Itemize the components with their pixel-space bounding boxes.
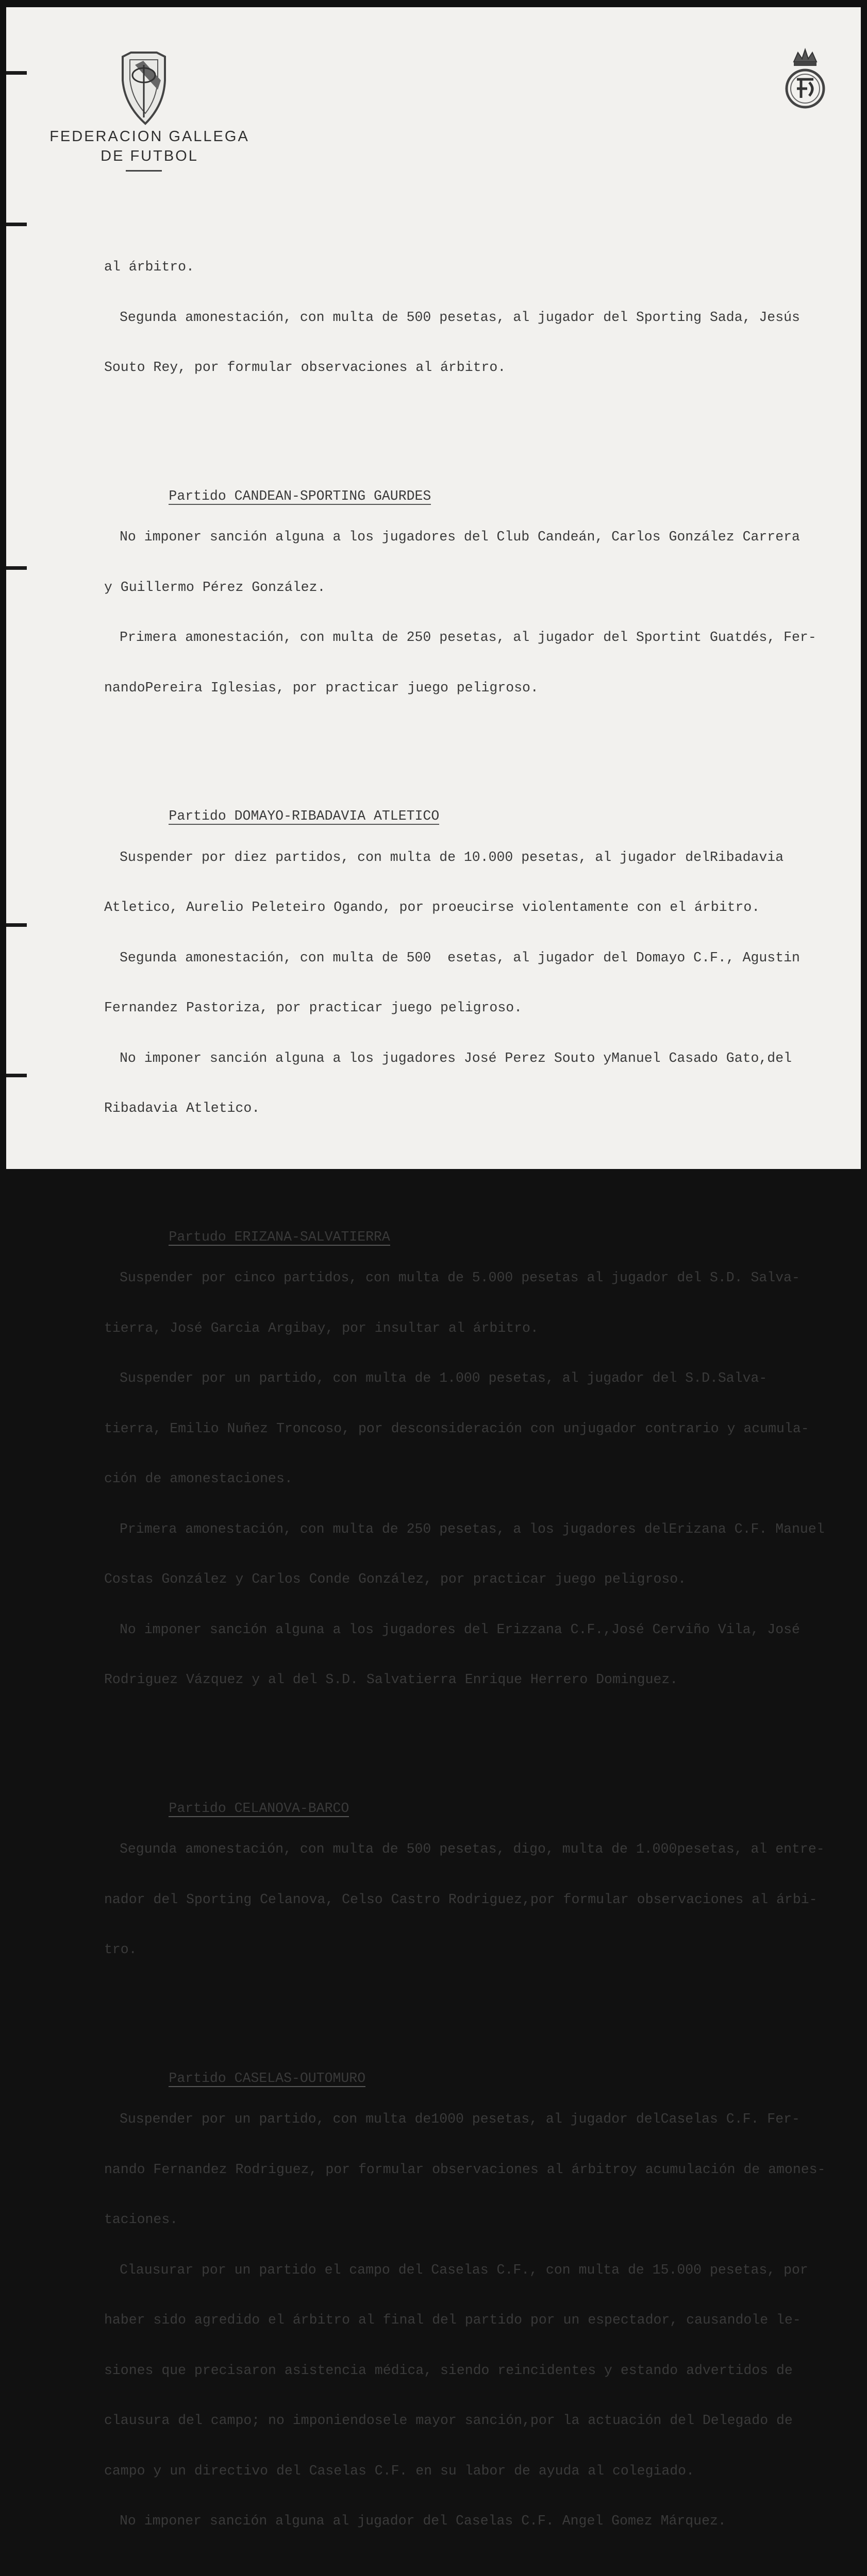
text-line: Ribadavia Atletico.	[104, 1100, 260, 1116]
binder-hole-mark	[6, 1074, 27, 1077]
text-line: nandoPereira Iglesias, por practicar juego peligroso.	[104, 680, 539, 696]
heading-prefix: Partido	[169, 808, 226, 824]
text-line: Rodriguez Vázquez y al del S.D. Salvatierra Enrique Herrero Dominguez.	[104, 1672, 678, 1687]
text-line: No imponer sanción alguna a los jugadores José Perez Souto yManuel Casado Gato,del	[120, 1050, 792, 1066]
heading-prefix: Partido	[169, 1800, 226, 1816]
match-section-erizana	[104, 1212, 862, 1722]
text-line: Fernandez Pastoriza, por practicar juego peligroso.	[104, 1000, 523, 1015]
text-line: siones que precisaron asistencia médica, siendo reincidentes y estando advertidos de	[104, 2362, 793, 2378]
section-heading	[169, 2071, 365, 2087]
text-line: Suspender por diez partidos, con multa de 10.000 pesetas, al jugador delRibadavia	[120, 849, 784, 865]
heading-match: CANDEAN-SPORTING GAURDES	[234, 488, 431, 504]
text-line: y Guillermo Pérez González.	[104, 579, 326, 595]
text-line: haber sido agredido el árbitro al final del partido por un espectador, causandole le-	[104, 2312, 801, 2328]
match-section-candean	[104, 471, 862, 730]
text-line: tro.	[104, 1942, 137, 1957]
royal-crown-emblem-logo	[783, 46, 827, 110]
heading-match: ERIZANA-SALVATIERRA	[234, 1229, 390, 1245]
text-line: Segunda amonestación, con multa de 500 pesetas, al jugador del Sporting Sada, Jesús	[120, 309, 800, 325]
document-page	[6, 7, 861, 2529]
text-line: campo y un directivo del Caselas C.F. en su labor de ayuda al colegiado.	[104, 2463, 694, 2479]
text-line: Segunda amonestación, con multa de 500 pesetas, digo, multa de 1.000pesetas, al entre-	[120, 1841, 825, 1857]
text-line: Primera amonestación, con multa de 250 pesetas, a los jugadores delErizana C.F. Manuel	[120, 1521, 825, 1537]
text-line: No imponer sanción alguna a los jugadores del Erizzana C.F.,José Cerviño Vila, José	[120, 1621, 800, 1637]
heading-match: CASELAS-OUTOMURO	[234, 2070, 366, 2086]
heading-match: CELANOVA-BARCO	[234, 1800, 349, 1816]
text-line: ción de amonestaciones.	[104, 1471, 293, 1486]
text-line: al árbitro.	[104, 259, 194, 275]
text-line: Costas González y Carlos Conde González, por practicar juego peligroso.	[104, 1571, 687, 1587]
text-line: Suspender por un partido, con multa de1000 pesetas, al jugador delCaselas C.F. Fer-	[120, 2111, 800, 2127]
text-line: Souto Rey, por formular observaciones al árbitro.	[104, 360, 506, 375]
text-line: Segunda amonestación, con multa de 500 esetas, al jugador del Domayo C.F., Agustin	[120, 950, 800, 965]
text-line: Atletico, Aurelio Peleteiro Ogando, por proeucirse violentamente con el árbitro.	[104, 900, 760, 915]
text-line: tierra, José Garcia Argibay, por insultar al árbitro.	[104, 1320, 539, 1336]
text-line: Clausurar por un partido el campo del Caselas C.F., con multa de 15.000 pesetas, por	[120, 2262, 808, 2278]
binder-hole-mark	[6, 223, 27, 226]
section-heading	[169, 1229, 390, 1246]
text-line: No imponer sanción alguna al jugador del Caselas C.F. Angel Gomez Márquez.	[120, 2513, 726, 2529]
text-line: Primera amonestación, con multa de 250 pesetas, al jugador del Sportint Guatdés, Fer-	[120, 630, 816, 645]
federation-name-line2: DE FUTBOL	[101, 148, 198, 164]
binder-hole-mark	[6, 71, 27, 75]
binder-hole-mark	[6, 566, 27, 570]
text-line: taciones.	[104, 2212, 178, 2227]
section-heading	[169, 808, 439, 825]
text-line: No imponer sanción alguna a los jugadores del Club Candeán, Carlos González Carrera	[120, 529, 800, 545]
text-line: tierra, Emilio Nuñez Troncoso, por desconsideración con unjugador contrario y acumula-	[104, 1420, 809, 1436]
heading-prefix: Partido	[169, 488, 226, 504]
federation-name-line1: FEDERACION GALLEGA	[49, 128, 249, 145]
header-divider	[126, 170, 162, 172]
intro-paragraph	[104, 225, 862, 410]
heading-prefix: Partudo	[169, 1229, 226, 1245]
match-section-caselas	[104, 2053, 862, 2563]
text-line: clausura del campo; no imponiendosele mayor sanción,por la actuación del Delegado de	[104, 2413, 793, 2428]
text-line: nando Fernandez Rodriguez, por formular observaciones al árbitroy acumulación de amones-	[104, 2161, 826, 2177]
document-body	[104, 192, 862, 2576]
federation-name	[41, 127, 258, 166]
heading-prefix: Partido	[169, 2070, 226, 2086]
match-section-celanova	[104, 1783, 862, 1992]
text-line: Suspender por un partido, con multa de 1.000 pesetas, al jugador del S.D.Salva-	[120, 1370, 768, 1386]
section-heading	[169, 488, 431, 505]
binder-hole-mark	[6, 923, 27, 927]
federation-shield-logo	[120, 49, 168, 127]
match-section-domayo	[104, 791, 862, 1150]
section-heading	[169, 1801, 349, 1817]
text-line: Suspender por cinco partidos, con multa de 5.000 pesetas al jugador del S.D. Salva-	[120, 1270, 800, 1285]
heading-match: DOMAYO-RIBADAVIA ATLETICO	[234, 808, 440, 824]
text-line: nador del Sporting Celanova, Celso Castro Rodriguez,por formular observaciones al árbi-	[104, 1891, 818, 1907]
